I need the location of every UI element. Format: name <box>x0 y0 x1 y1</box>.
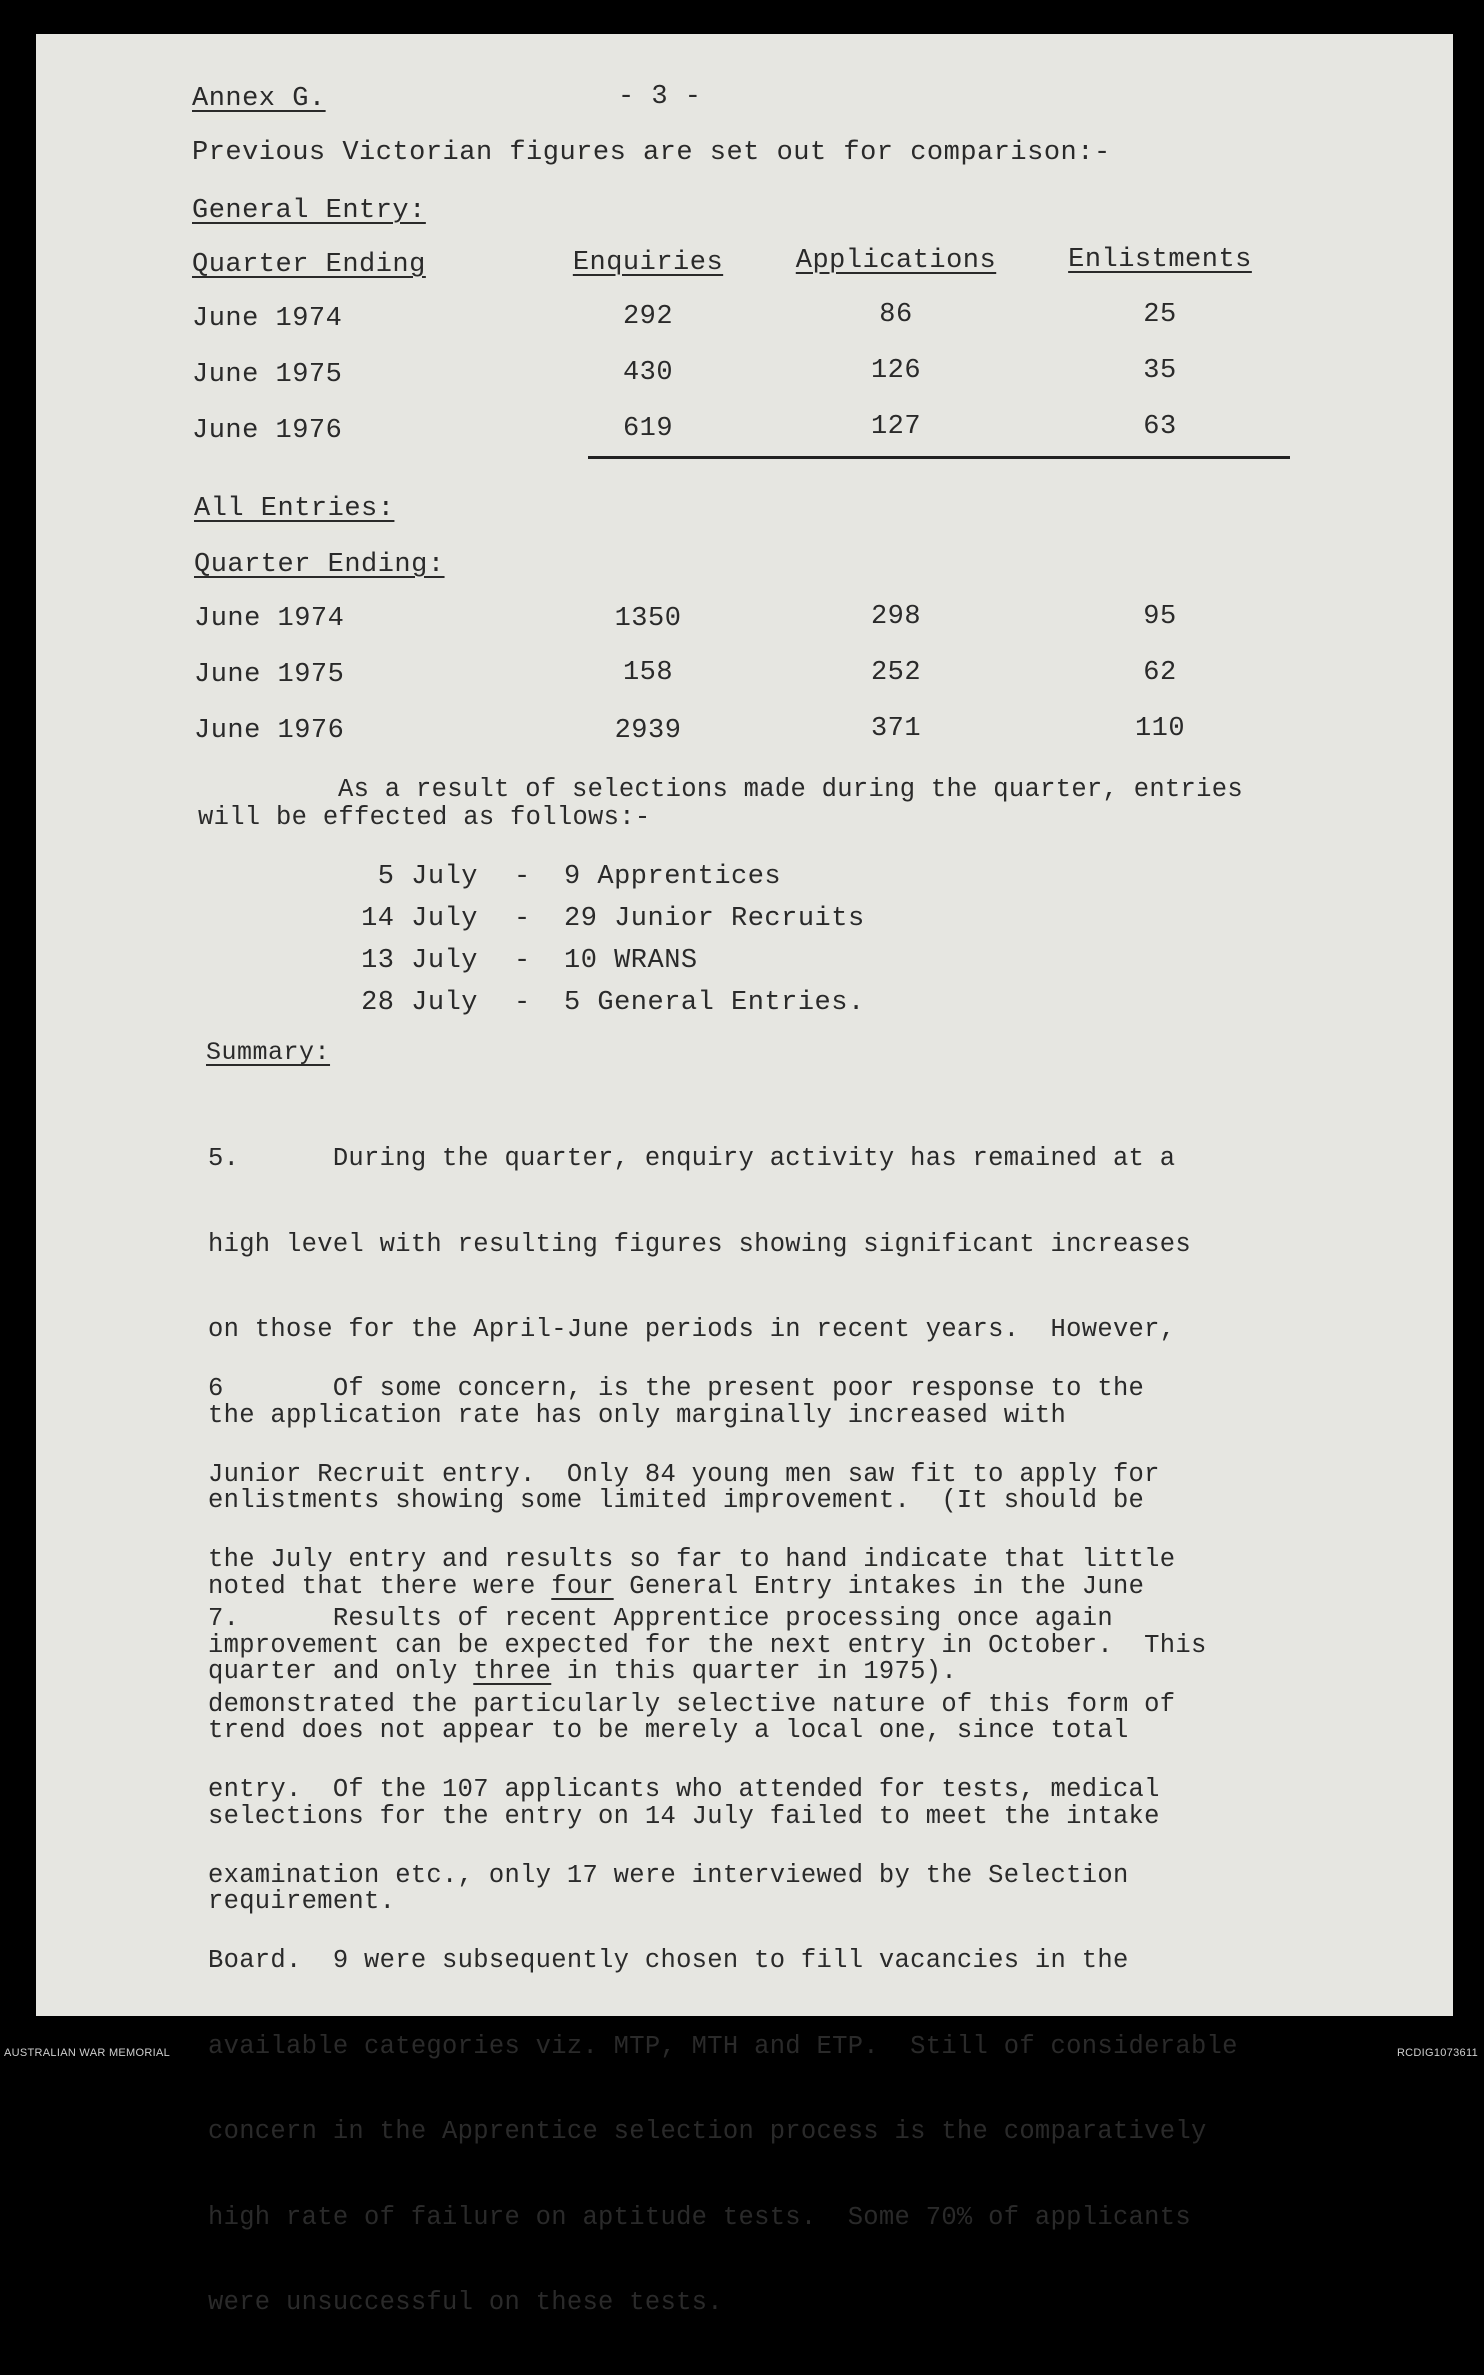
paragraph-line: concern in the Apprentice selection process is the comparatively <box>208 2117 1207 2146</box>
paragraph-line: high level with resulting figures showing significant increases <box>208 1229 1191 1259</box>
row-applications: 126 <box>870 356 922 386</box>
row-enquiries: 430 <box>622 358 674 388</box>
archive-footer-right: RCDIG1073611 <box>1396 2047 1478 2059</box>
paragraph-line: 6 Of some concern, is the present poor response to the <box>208 1374 1145 1403</box>
paragraph-line: demonstrated the particularly selective nature of this form of <box>208 1689 1176 1719</box>
underlined-word: three <box>473 1657 552 1686</box>
paragraph-line: Junior Recruit entry. Only 84 young men saw fit to apply for <box>208 1459 1160 1489</box>
row-quarter: June 1974 <box>194 604 345 634</box>
row-enlistments: 62 <box>1143 658 1177 688</box>
row-enlistments: 25 <box>1143 300 1177 330</box>
paragraph-line: enlistments showing some limited improvement. (It should be <box>208 1486 1145 1515</box>
row-quarter: June 1976 <box>194 716 345 746</box>
row-quarter: June 1975 <box>194 660 345 690</box>
paragraph-line: trend does not appear to be merely a local one, since total <box>208 1716 1129 1745</box>
paragraph-line: on those for the April-June periods in recent years. However, <box>208 1315 1176 1344</box>
paragraph-line: were unsuccessful on these tests. <box>208 2288 723 2317</box>
row-applications: 298 <box>870 602 922 632</box>
selection-date: 13 July <box>361 946 478 976</box>
paragraph-line: entry. Of the 107 applicants who attended for tests, medical <box>208 1775 1160 1804</box>
paragraph-line: the July entry and results so far to hand indicate that little <box>208 1545 1176 1574</box>
row-enquiries: 1350 <box>614 604 682 634</box>
column-header-enlistments: Enlistments <box>1068 245 1252 275</box>
paragraph-line: requirement. <box>208 1887 396 1916</box>
selection-date: 14 July <box>361 904 478 934</box>
selection-dash: - <box>514 946 531 976</box>
paragraph-line: improvement can be expected for the next entry in October. This <box>208 1630 1207 1660</box>
selections-intro-line: will be effected as follows:- <box>198 803 651 832</box>
row-enlistments: 35 <box>1143 356 1177 386</box>
row-enquiries: 292 <box>622 302 674 332</box>
row-enquiries: 619 <box>622 414 674 444</box>
row-quarter: June 1974 <box>192 304 343 334</box>
underlined-word: four <box>551 1571 614 1601</box>
paragraph-line: selections for the entry on 14 July failed to meet the intake <box>208 1801 1160 1831</box>
row-applications: 252 <box>870 658 922 688</box>
selection-date: 28 July <box>361 988 478 1018</box>
selection-dash: - <box>514 904 531 934</box>
row-quarter: June 1975 <box>192 360 343 390</box>
all-entries-heading: All Entries: <box>194 494 395 524</box>
row-enlistments: 95 <box>1143 602 1177 632</box>
selection-dash: - <box>514 862 531 892</box>
selection-entry: 9 Apprentices <box>564 862 782 892</box>
column-header-enquiries: Enquiries <box>572 248 724 278</box>
selection-entry: 29 Junior Recruits <box>564 904 865 934</box>
row-applications: 371 <box>870 714 922 744</box>
row-quarter: June 1976 <box>192 416 343 446</box>
selection-dash: - <box>514 988 531 1018</box>
row-enquiries: 2939 <box>614 716 682 746</box>
selection-entry: 5 General Entries. <box>564 988 865 1018</box>
column-header-applications: Applications <box>795 246 997 276</box>
paragraph-7 <box>208 1545 1338 2375</box>
paragraph-line: high rate of failure on aptitude tests. Some 70% of applicants <box>208 2202 1191 2232</box>
selections-intro-line: As a result of selections made during the quarter, entries <box>338 775 1243 804</box>
paragraph-line: examination etc., only 17 were interviewed by the Selection <box>208 1860 1129 1890</box>
paragraph-line: 7. Results of recent Apprentice processing once again <box>208 1604 1113 1633</box>
intro-text: Previous Victorian figures are set out for comparison:- <box>192 138 1111 168</box>
summary-heading: Summary: <box>206 1038 331 1067</box>
paragraph-line: noted that there were four General Entry intakes in the June <box>208 1571 1145 1601</box>
quarter-ending-subheading: Quarter Ending: <box>194 550 445 580</box>
row-enlistments: 63 <box>1143 412 1177 442</box>
paragraph-line: the application rate has only marginally increased with <box>208 1400 1067 1430</box>
annex-label: Annex G. <box>192 84 326 114</box>
row-applications: 86 <box>879 300 913 330</box>
selection-entry: 10 WRANS <box>564 946 698 976</box>
table-rule <box>588 456 1290 459</box>
paragraph-line: 5. During the quarter, enquiry activity has remained at a <box>208 1144 1176 1173</box>
row-applications: 127 <box>870 412 922 442</box>
paragraph-line: available categories viz. MTP, MTH and ETP. Still of considerable <box>208 2031 1238 2061</box>
row-enlistments: 110 <box>1134 714 1186 744</box>
page-number: - 3 - <box>618 82 702 112</box>
paragraph-line: quarter and only three in this quarter in 1975). <box>208 1657 957 1686</box>
column-header-quarter: Quarter Ending <box>192 250 426 280</box>
archive-footer-left: AUSTRALIAN WAR MEMORIAL <box>4 2047 171 2059</box>
paragraph-line: Board. 9 were subsequently chosen to fill vacancies in the <box>208 1946 1129 1975</box>
row-enquiries: 158 <box>622 658 674 688</box>
general-entry-heading: General Entry: <box>192 196 426 226</box>
selection-date: 5 July <box>377 862 478 892</box>
